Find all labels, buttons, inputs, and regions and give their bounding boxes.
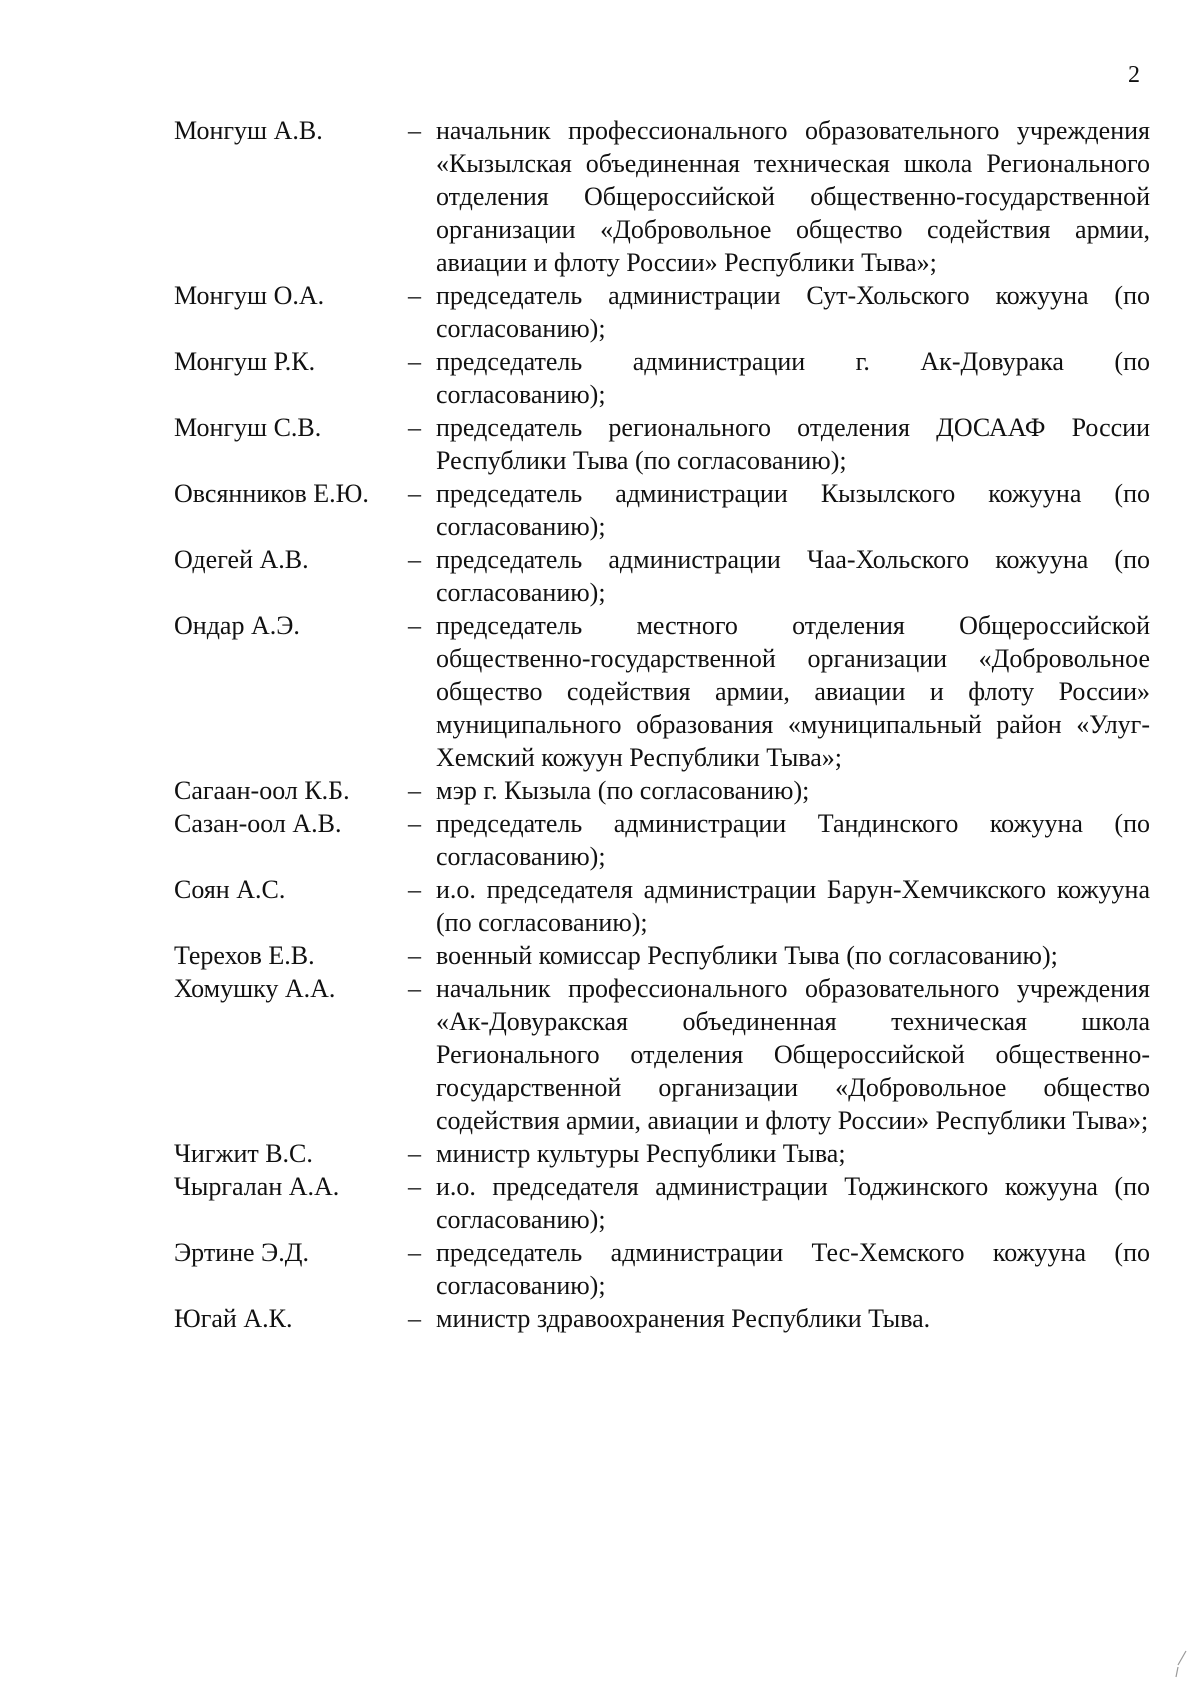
member-row [174, 774, 1150, 807]
member-description: мэр г. Кызыла (по согласованию); [436, 776, 810, 805]
member-name: Чигжит В.С. [174, 1139, 313, 1168]
member-name: Хомушку А.А. [174, 974, 336, 1003]
member-name: Монгуш С.В. [174, 413, 322, 442]
member-description: председатель администрации Тандинского кожууна (по согласованию); [436, 809, 1150, 871]
member-name: Эртине Э.Д. [174, 1238, 309, 1267]
member-row [174, 411, 1150, 477]
member-name: Югай А.К. [174, 1304, 293, 1333]
scan-artifact-mark [1174, 1649, 1188, 1679]
member-dash: – [408, 545, 421, 574]
member-dash: – [408, 1238, 421, 1267]
member-row [174, 972, 1150, 1137]
member-description: военный комиссар Республики Тыва (по согласованию); [436, 941, 1058, 970]
member-row [174, 1170, 1150, 1236]
member-row [174, 1302, 1150, 1335]
member-description: председатель администрации г. Ак-Довурака (по согласованию); [436, 347, 1150, 409]
member-description: председатель регионального отделения ДОСААФ России Республики Тыва (по согласованию); [436, 413, 1150, 475]
member-name: Монгуш А.В. [174, 116, 323, 145]
member-row [174, 609, 1150, 774]
member-description: председатель местного отделения Общероссийской общественно-государственной организации «Добровольное общество содействия армии, авиации и флоту России» муниципального образования «муниципальный район «Улуг-Хемский кожуун Республики Тыва»; [436, 611, 1150, 772]
member-row [174, 477, 1150, 543]
member-description: начальник профессионального образовательного учреждения «Кызылская объединенная техническая школа Регионального отделения Общероссийской общественно-государственной организации «Добровольное общество содействия армии, авиации и флоту России» Республики Тыва»; [436, 116, 1150, 277]
member-name: Ондар А.Э. [174, 611, 300, 640]
member-name: Одегей А.В. [174, 545, 309, 574]
member-name: Соян А.С. [174, 875, 286, 904]
member-row [174, 939, 1150, 972]
member-dash: – [408, 479, 421, 508]
member-name: Монгуш Р.К. [174, 347, 316, 376]
member-dash: – [408, 116, 421, 145]
member-description: министр культуры Республики Тыва; [436, 1139, 846, 1168]
member-row [174, 543, 1150, 609]
member-dash: – [408, 1172, 421, 1201]
member-dash: – [408, 875, 421, 904]
member-row [174, 807, 1150, 873]
member-dash: – [408, 1139, 421, 1168]
member-dash: – [408, 413, 421, 442]
member-description: председатель администрации Сут-Хольского кожууна (по согласованию); [436, 281, 1150, 343]
member-dash: – [408, 347, 421, 376]
member-description: председатель администрации Тес-Хемского кожууна (по согласованию); [436, 1238, 1150, 1300]
member-row [174, 1236, 1150, 1302]
member-list [174, 114, 1150, 1335]
member-dash: – [408, 1304, 421, 1333]
member-description: и.о. председателя администрации Барун-Хемчикского кожууна (по согласованию); [436, 875, 1150, 937]
page-number: 2 [1128, 62, 1140, 88]
member-dash: – [408, 281, 421, 310]
member-name: Монгуш О.А. [174, 281, 325, 310]
member-name: Сагаан-оол К.Б. [174, 776, 350, 805]
member-name: Сазан-оол А.В. [174, 809, 342, 838]
member-row [174, 279, 1150, 345]
member-name: Овсянников Е.Ю. [174, 479, 369, 508]
member-dash: – [408, 974, 421, 1003]
member-description: начальник профессионального образовательного учреждения «Ак-Довуракская объединенная техническая школа Регионального отделения Общероссийской общественно-государственной организации «Добровольное общество содействия армии, авиации и флоту России» Республики Тыва»; [436, 974, 1150, 1135]
member-dash: – [408, 941, 421, 970]
member-dash: – [408, 809, 421, 838]
member-description: председатель администрации Чаа-Хольского кожууна (по согласованию); [436, 545, 1150, 607]
member-dash: – [408, 776, 421, 805]
member-row [174, 345, 1150, 411]
member-description: министр здравоохранения Республики Тыва. [436, 1304, 931, 1333]
member-name: Чыргалан А.А. [174, 1172, 340, 1201]
member-row [174, 114, 1150, 279]
member-row [174, 1137, 1150, 1170]
member-description: и.о. председателя администрации Тоджинского кожууна (по согласованию); [436, 1172, 1150, 1234]
member-description: председатель администрации Кызылского кожууна (по согласованию); [436, 479, 1150, 541]
member-name: Терехов Е.В. [174, 941, 315, 970]
member-row [174, 873, 1150, 939]
member-dash: – [408, 611, 421, 640]
